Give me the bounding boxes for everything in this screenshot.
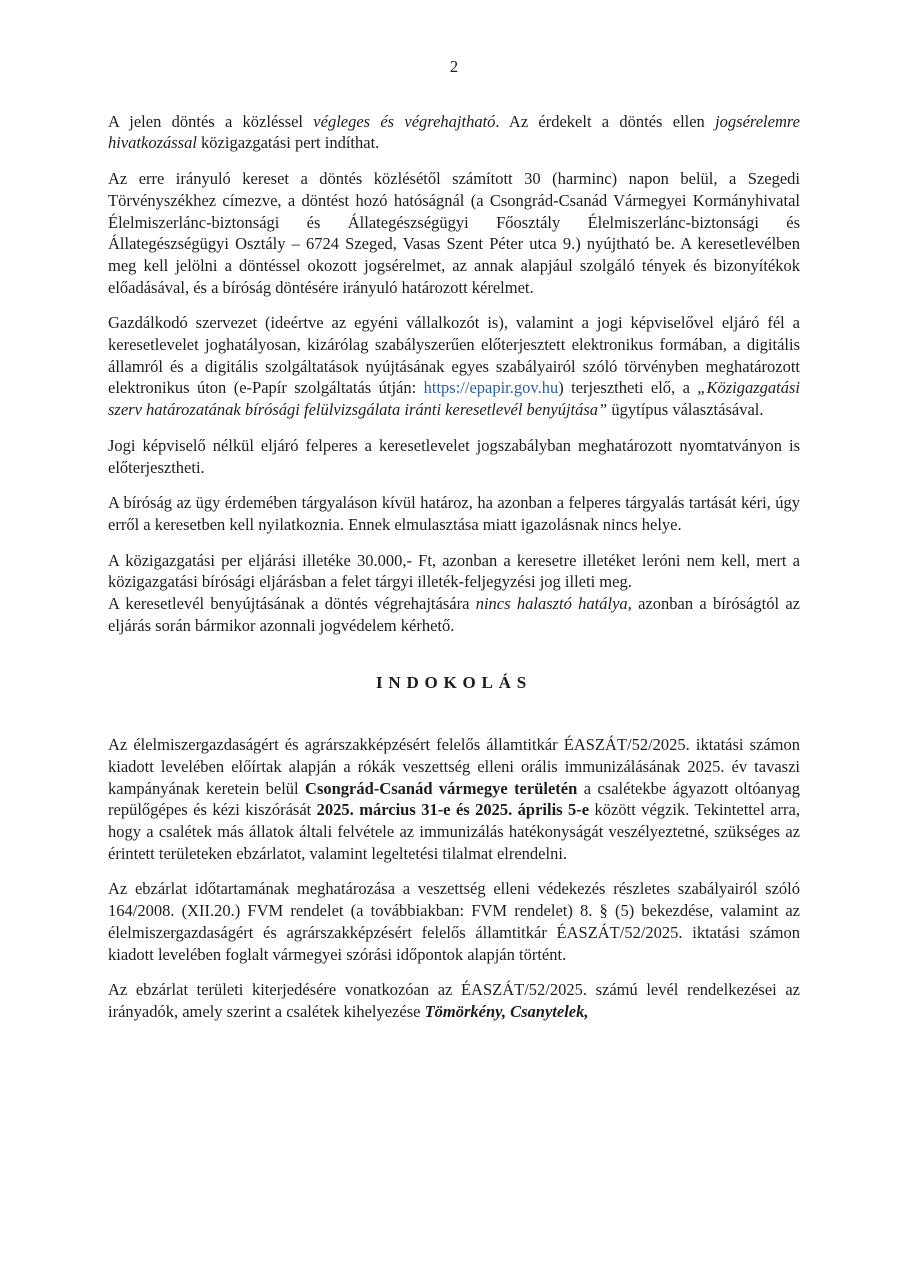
text-run: , azonban a bíróságtól az eljárás során bármikor azonnali jogvédelem kérhető. (108, 594, 800, 635)
text-run: A közigazgatási per eljárási illetéke 30.000,- Ft, azonban a keresetre illetéket leróni nem kell, mert a közigazgatási bírósági eljárásban a felet tárgyi illeték-feljegyzési jog illeti meg. (108, 550, 800, 592)
text-run: ügytípus választásával. (607, 400, 764, 420)
paragraph-appeal-filing (108, 168, 800, 298)
text-run: A bíróság az ügy érdemében tárgyaláson kívül határoz, ha azonban a felperes tárgyalás tartását kéri, úgy erről a keresetben kell nyilatkoznia. Ennek elmulasztása miatt igazolásnak nincs helye. (108, 493, 800, 534)
paragraph-no-suspensive-effect (108, 593, 800, 636)
text-run: a csalétekbe ágyazott oltóanyag repülőgépes és kézi kiszórását (108, 778, 800, 820)
text-run: nincs halasztó hatálya (475, 594, 628, 614)
text-run: A jelen döntés a közléssel (108, 111, 314, 131)
text-run: 2025. március 31-e és 2025. április 5-e (316, 800, 590, 820)
text-run: Tömörkény, Csanytelek, (424, 1001, 589, 1021)
text-run: Az erre irányuló kereset a döntés közlésétől számított 30 (harminc) napon belül, a Szegedi Törvényszékhez címezve, a döntést hozó hatóságnál (a Csongrád-Csanád Vármegyei Kormányhivatal Élelmiszerlánc-biztonsági és Állategészségügyi Főosztály Élelmiszerlánc-biztonsági és Állategészségügyi Osztály – 6724 Szeged, Vasas Szent Péter utca 9.) nyújtható be. A keresetlevélben meg kell jelölni a döntéssel okozott jogsérelmet, az annak alapjául szolgáló tények és bizonyítékok előadásával, és a bíróság döntésére irányuló határozott kérelmet. (108, 169, 800, 297)
text-run: Jogi képviselő nélkül eljáró felperes a keresetlevelet jogszabályban meghatározott nyomtatványon is előterjesztheti. (108, 435, 800, 477)
text-run: jogsérelemre hivatkozással (108, 111, 800, 153)
epapir-link[interactable]: https://epapir.gov.hu (423, 378, 559, 398)
paragraph-duration-basis (108, 878, 800, 965)
text-run: végleges és végrehajtható (313, 111, 496, 131)
paragraph-territorial-extent (108, 979, 800, 1022)
paragraph-electronic-filing (108, 312, 800, 421)
text-run: „Közigazgatási szerv határozatának bírósági felülvizsgálata iránti keresetlevél benyújtása” (108, 378, 800, 420)
text-run: ) terjesztheti elő, a (558, 378, 698, 398)
text-run: között végzik. Tekintettel arra, hogy a csalétek más állatok általi felvétele az immunizálás hatékonyságát veszélyeztetné, szükséges az érintett területeken ebzárlatot, valamint legeltetési tilalmat elrendelni. (108, 800, 800, 863)
paragraph-no-legal-rep (108, 435, 800, 478)
paragraph-procedure-fee (108, 550, 800, 593)
text-run: Az élelmiszergazdaságért és agrárszakképzésért felelős államtitkár ÉASZÁT/52/2025. iktatási számon kiadott levelében előírtak alapján a rókák veszettség elleni orális immunizálásának 2025. év tavaszi kampányának keretein belül (108, 735, 800, 798)
section-heading-indokolas: INDOKOLÁS (376, 673, 532, 693)
text-run: Az ebzárlat területi kiterjedésére vonatkozóan az ÉASZÁT/52/2025. számú levél rendelkezései az irányadók, amely szerint a csalétek kihelyezése (108, 980, 800, 1021)
paragraph-court-hearing (108, 492, 800, 535)
text-run: Gazdálkodó szervezet (ideértve az egyéni vállalkozót is), valamint a jogi képviselővel eljáró fél a keresetlevelet joghatályosan, kizárólag szabályszerűen előterjesztett elektronikus formában, a digitális államról és a digitális szolgáltatások nyújtásának egyes szabályairól szóló törvényben meghatározott elektronikus úton (e-Papír szolgáltatás útján: (108, 313, 800, 398)
text-run: Az ebzárlat időtartamának meghatározása a veszettség elleni védekezés részletes szabályairól szóló 164/2008. (XII.20.) FVM rendelet (a továbbiakban: FVM rendelet) 8. § (5) bekezdése, valamint az élelmiszergazdaságért és agrárszakképzésért felelős államtitkár ÉASZÁT/52/2025. iktatási számon kiadott levelében foglalt vármegyei szórási időpontok alapján történt. (108, 879, 800, 964)
text-run: A keresetlevél benyújtásának a döntés végrehajtására (108, 594, 476, 614)
text-run: . Az érdekelt a döntés ellen (495, 111, 716, 131)
paragraph-immunization-campaign (108, 734, 800, 864)
paragraph-decision-finality (108, 111, 800, 154)
text-run: közigazgatási pert indíthat. (196, 133, 380, 153)
text-run: Csongrád-Csanád vármegye területén (305, 778, 578, 798)
page-number: 2 (449, 57, 459, 76)
